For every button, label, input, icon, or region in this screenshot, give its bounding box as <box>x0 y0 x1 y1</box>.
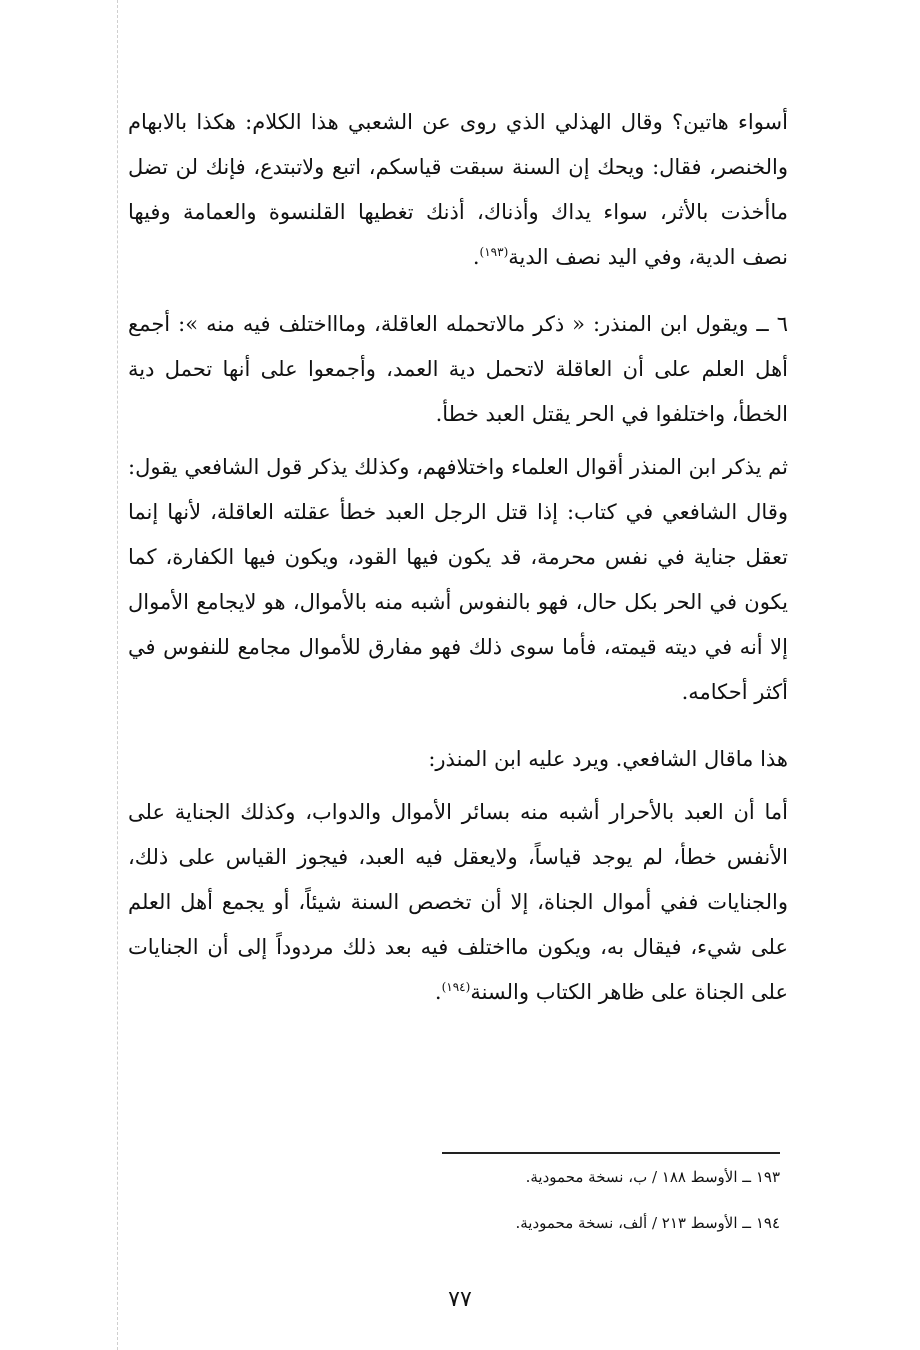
footnote-ref-193[interactable]: (١٩٣) <box>479 245 509 259</box>
footnote-193: ١٩٣ ــ الأوسط ١٨٨ / ب، نسخة محمودية. <box>525 1168 780 1186</box>
paragraph-5-text: أما أن العبد بالأحرار أشبه منه بسائر الأموال والدواب، وكذلك الجناية على الأنفس خطأ، لم يوجد قياساً، ولايعقل فيه العبد، فيجوز القياس على ذلك، والجنايات ففي أموال الجناة، إلا أن تخصص السنة شيئاً، أو يجمع أهل العلم على شيء، فيقال به، ويكون مااختلف فيه بعد ذلك مردوداً إلى أن الجنايات على الجناة على ظاهر الكتاب والسنة <box>128 800 788 1004</box>
paragraph-5 <box>128 790 788 1015</box>
binding-edge <box>117 0 118 1350</box>
page-number: ٧٧ <box>448 1287 472 1312</box>
footnote-ref-194[interactable]: (١٩٤) <box>441 980 471 994</box>
footnote-divider <box>442 1152 780 1154</box>
paragraph-4: هذا ماقال الشافعي. ويرد عليه ابن المنذر: <box>428 747 788 771</box>
paragraph-5-end: . <box>434 980 442 1004</box>
paragraph-2: ٦ ــ ويقول ابن المنذر: « ذكر مالاتحمله العاقلة، وماااختلف فيه منه »: أجمع أهل العلم على أن العاقلة لاتحمل دية العمد، وأجمعوا على أنها تحمل دية الخطأ، واختلفوا في الحر يقتل العبد خطأ. <box>128 312 788 426</box>
paragraph-1-text: أسواء هاتين؟ وقال الهذلي الذي روى عن الشعبي هذا الكلام: هكذا بالابهام والخنصر، فقال: ويحك إن السنة سبقت قياسكم، اتبع ولاتبتدع، فإنك لن تضل ماأخذت بالأثر، سواء يداك وأذناك، أذنك تغطيها القلنسوة والعمامة وفيها نصف الدية، وفي اليد نصف الدية <box>128 110 788 269</box>
footnote-194: ١٩٤ ــ الأوسط ٢١٣ / ألف، نسخة محمودية. <box>515 1214 780 1232</box>
page-body <box>128 100 788 1015</box>
paragraph-1-end: . <box>472 245 480 269</box>
paragraph-1 <box>128 100 788 280</box>
footnotes <box>440 1152 780 1256</box>
paragraph-3: ثم يذكر ابن المنذر أقوال العلماء واختلافهم، وكذلك يذكر قول الشافعي يقول: وقال الشافعي في كتاب: إذا قتل الرجل العبد خطأ عقلته العاقلة، لأنها إنما تعقل جناية في نفس محرمة، قد يكون فيها القود، ويكون فيها الكفارة، كما يكون في الحر بكل حال، فهو بالنفوس أشبه منه بالأموال، هو لايجامع الأموال إلا أنه في ديته قيمته، فأما سوى ذلك فهو مفارق للأموال مجامع للنفوس في أكثر أحكامه. <box>128 455 788 704</box>
